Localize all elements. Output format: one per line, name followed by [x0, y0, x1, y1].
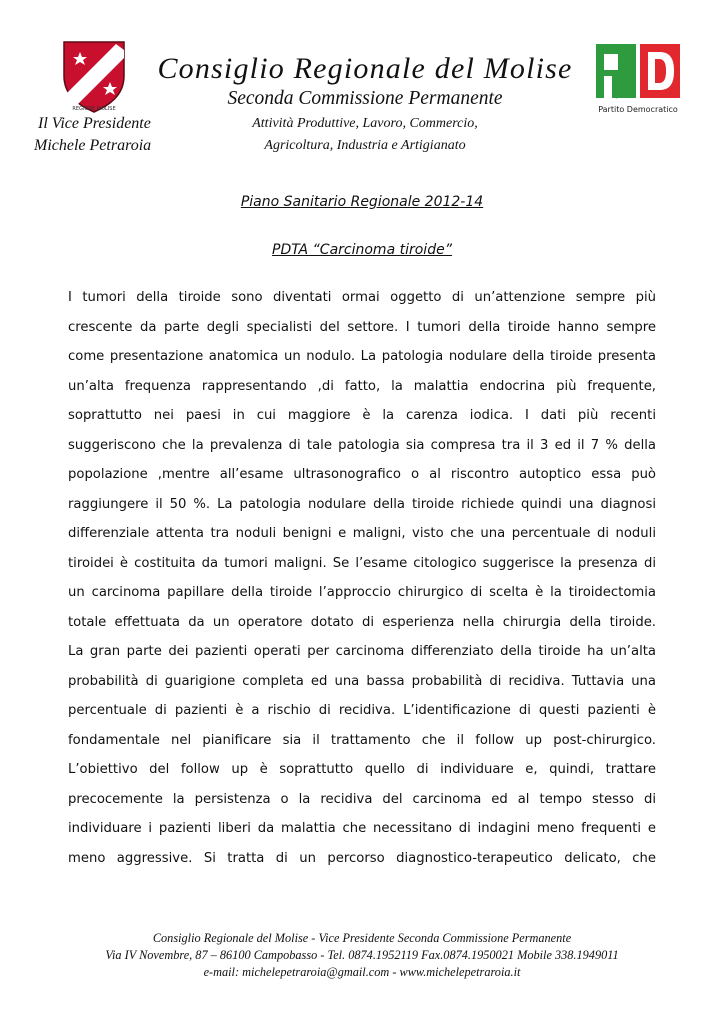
- vice-president-name: Michele Petraroia: [34, 137, 152, 154]
- body-line: probabilità di guarigione completa ed una bassa probabilità di recidiva. Tuttavia una: [68, 673, 656, 689]
- body-line: un carcinoma papillare della tiroide l’approccio chirurgico di scelta è la tiroidectomia: [68, 585, 656, 600]
- body-line: crescente da parte degli specialisti del settore. I tumori della tiroide hanno sempre: [68, 319, 656, 335]
- document-title: Piano Sanitario Regionale 2012-14: [240, 194, 484, 210]
- coat-of-arms-label: REGIONE MOLISE: [72, 106, 116, 112]
- body-line: fondamentale nel pianificare sia il trattamento che il follow up post-chirurgico.: [68, 732, 656, 748]
- commission-subtitle: Seconda Commissione Permanente: [227, 88, 503, 109]
- footer-line2: Via IV Novembre, 87 – 86100 Campobasso - Tel. 0874.1952119 Fax.0874.1950021 Mobile 338.1949011: [105, 948, 619, 962]
- body-line: L’obiettivo del follow up è soprattutto quello di individuare e, quindi, trattare: [68, 762, 656, 777]
- party-logo-label: Partito Democratico: [598, 105, 678, 114]
- regione-molise-coat-of-arms: [60, 36, 128, 114]
- body-line: differenziale attenta tra noduli benigni e maligni, visto che una percentuale di noduli: [68, 526, 656, 541]
- body-line: La gran parte dei pazienti operati per carcinoma differenziato della tiroide ha un’alta: [68, 644, 656, 659]
- body-line: popolazione ,mentre all’esame ultrasonografico o al riscontro autoptico essa può: [68, 467, 656, 482]
- council-title: Consiglio Regionale del Molise: [157, 52, 573, 85]
- page-footer: [0, 930, 724, 981]
- body-line: tiroidei è costituita da tumori maligni. Se l’esame citologico suggerisce la presenza di: [68, 555, 656, 571]
- partito-democratico-logo: [592, 42, 684, 120]
- body-line: totale effettuata da un operatore dotato di esperienza nella chirurgia della tiroide.: [68, 614, 656, 630]
- body-line: individuare i pazienti liberi da malattia che necessitano di indagini meno frequenti e: [68, 821, 656, 836]
- body-line: suggeriscono che la prevalenza di tale patologia sia compresa tra il 3 ed il 7 % della: [68, 437, 656, 453]
- body-line: meno aggressive. Si tratta di un percorso diagnostico-terapeutico delicato, che: [68, 850, 656, 866]
- vice-president-role: Il Vice Presidente: [38, 115, 151, 132]
- body-line: I tumori della tiroide sono diventati ormai oggetto di un’attenzione sempre più: [68, 290, 656, 305]
- footer-line3: e-mail: michelepetraroia@gmail.com - www.michelepetraroia.it: [203, 965, 521, 979]
- body-line: soprattutto nei paesi in cui maggiore è la carenza iodica. I dati più recenti: [68, 408, 656, 423]
- footer-line1: Consiglio Regionale del Molise - Vice Presidente Seconda Commissione Permanente: [152, 931, 572, 945]
- body-line: come presentazione anatomica un nodulo. La patologia nodulare della tiroide presenta: [68, 349, 656, 364]
- body-line: precocemente la persistenza o la recidiva del carcinoma ed al tempo stesso di: [68, 791, 656, 807]
- body-line: raggiungere il 50 %. La patologia nodulare della tiroide richiede quindi una diagnosi: [68, 496, 656, 512]
- body-paragraph: [68, 283, 656, 873]
- body-line: un’alta frequenza rappresentando ,di fatto, la malattia endocrina più frequente,: [68, 378, 656, 394]
- body-line: percentuale di pazienti è a rischio di recidiva. L’identificazione di questi pazienti è: [68, 703, 656, 718]
- commission-topics-line1: Attività Produttive, Lavoro, Commercio,: [252, 116, 478, 131]
- document-subtitle: PDTA “Carcinoma tiroide”: [272, 242, 452, 258]
- commission-topics-line2: Agricoltura, Industria e Artigianato: [264, 138, 466, 153]
